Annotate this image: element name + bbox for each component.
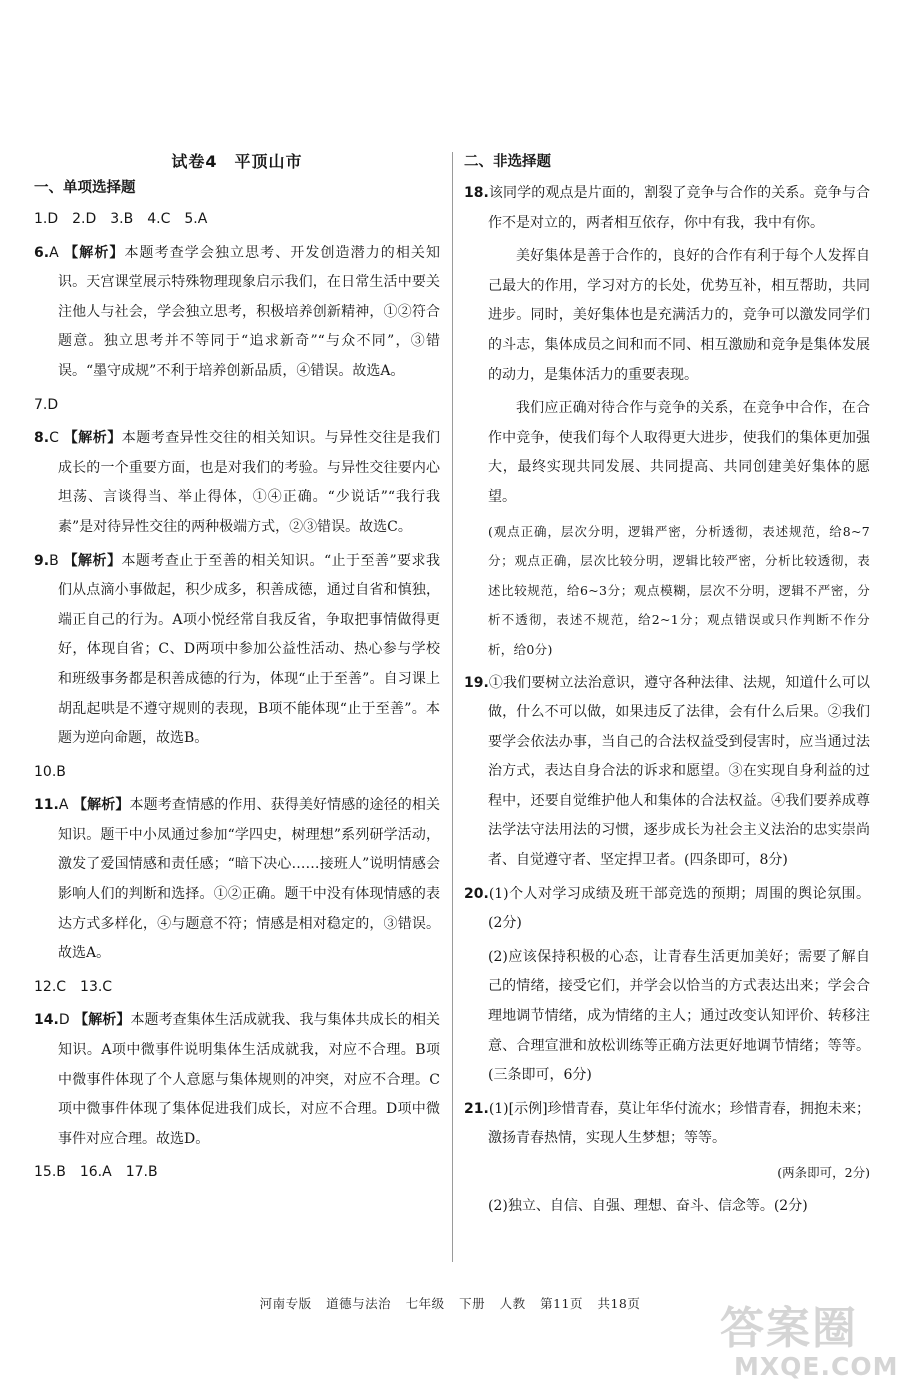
- footer-grade: 七年级: [405, 1296, 445, 1311]
- question-18-paragraph-2: 美好集体是善于合作的，良好的合作有利于每个人发挥自己最大的作用，学习对方的长处，优势互补，相互帮助，共同进步。同时，美好集体也是充满活力的，竞争可以激发同学们的斗志，集体成员之间和而不同、相互激励和竞争是集体发展的动力，是集体活力的重要表现。: [488, 248, 870, 383]
- question-21-part-1-note: (两条即可，2分): [777, 1165, 870, 1180]
- footer-edition: 河南专版: [259, 1296, 312, 1311]
- left-column: [34, 150, 440, 1192]
- footer-publisher: 人教: [499, 1296, 526, 1311]
- question-21-part-2: (2)独立、自信、自强、理想、奋斗、信念等。(2分): [488, 1197, 808, 1214]
- section-title-essay: 二、非选择题: [464, 154, 551, 170]
- paper-title: 试卷4 平顶山市: [171, 152, 303, 171]
- footer-subject: 道德与法治: [326, 1296, 392, 1311]
- question-20-part-1: 20.(1)个人对学习成绩及班干部竞选的预期；周围的舆论氛围。(2分): [464, 885, 870, 932]
- question-11: 11.A 【解析】本题考查情感的作用、获得美好情感的途径的相关知识。题干中小凤通过参加“学四史，树理想”系列研学活动，激发了爱国情感和责任感；“暗下决心……接班人”说明情感会影响人们的判断和选择。①②正确。题干中没有体现情感的表达方式多样化，④与题意不符；情感是相对稳定的，③错误。故选A。: [34, 797, 441, 962]
- answers-1-5: 1.D 2.D 3.B 4.C 5.A: [34, 211, 208, 227]
- footer-volume: 下册: [459, 1296, 486, 1311]
- answer-7: 7.D: [34, 396, 59, 413]
- question-18: 18.该同学的观点是片面的，割裂了竞争与合作的关系。竞争与合作不是对立的，两者相互依存，你中有我，我中有你。: [464, 185, 870, 231]
- question-14: 14.D 【解析】本题考查集体生活成就我、我与集体共成长的相关知识。A项中微事件说明集体生活成就我，对应不合理。B项中微事件体现了个人意愿与集体规则的冲突，对应不合理。C项中微事件体现了集体促进我们成长，对应不合理。D项中微事件对应合理。故选D。: [34, 1012, 441, 1147]
- question-9: 9.B 【解析】本题考查止于至善的相关知识。“止于至善”要求我们从点滴小事做起，积少成多，积善成德，通过自省和慎独，端正自己的行为。A项小悦经常自我反省，争取把事情做得更好，体现自省；C、D两项中参加公益性活动、热心参与学校和班级事务都是积善成德的行为，体现“止于至善”。自习课上胡乱起哄是不遵守规则的表现，B项不能体现“止于至善”。本题为逆向命题，故选B。: [34, 552, 440, 747]
- question-6: 6.A 【解析】本题考查学会独立思考、开发创造潜力的相关知识。天宫课堂展示特殊物理现象启示我们，在日常生活中要关注他人与社会，学会独立思考，积极培养创新精神，①②符合题意。独立思考并不等同于“追求新奇”“与众不同”，③错误。“墨守成规”不利于培养创新品质，④错误。故选A。: [34, 244, 441, 379]
- section-title-choice: 一、单项选择题: [34, 180, 136, 196]
- question-18-scoring: (观点正确，层次分明，逻辑严密，分析透彻，表述规范，给8~7分；观点正确，层次比较分明，逻辑比较严密，分析比较透彻，表述比较规范，给6~3分；观点模糊，层次不分明，逻辑不严密，分析不透彻，表述不规范，给2~1分；观点错误或只作判断不作分析，给0分): [488, 523, 870, 657]
- footer-page-total: 共18页: [597, 1296, 641, 1311]
- watermark-url: MXQE.COM: [734, 1352, 899, 1381]
- question-8: 8.C 【解析】本题考查异性交往的相关知识。与异性交往是我们成长的一个重要方面，也是对我们的考验。与异性交往要内心坦荡、言谈得当、举止得体，①④正确。“少说话”“我行我素”是对待异性交往的两种极端方式，②③错误。故选C。: [34, 430, 441, 535]
- watermark-logo-text: 答案圈: [720, 1303, 858, 1354]
- right-column: [464, 150, 870, 1225]
- footer-page-number: 第11页: [540, 1296, 583, 1311]
- column-divider: [452, 152, 453, 1262]
- answers-15-17: 15.B 16.A 17.B: [34, 1164, 158, 1181]
- question-19: 19.①我们要树立法治意识，遵守各种法律、法规，知道什么可以做，什么不可以做，如果违反了法律，会有什么后果。②我们要学会依法办事，当自己的合法权益受到侵害时，应当通过法治方式，表达自身合法的诉求和愿望。③在实现自身利益的过程中，还要自觉维护他人和集体的合法权益。④我们要养成尊法学法守法用法的习惯，逐步成长为社会主义法治的忠实崇尚者、自觉遵守者、坚定捍卫者。(四条即可，8分): [464, 674, 870, 869]
- question-20-part-2: (2)应该保持积极的心态，让青春生活更加美好；需要了解自己的情绪，接受它们，并学会以恰当的方式表达出来；学会合理地调节情绪，成为情绪的主人；通过改变认知评价、转移注意、合理宣泄和放松训练等正确方法更好地调节情绪；等等。(三条即可，6分): [488, 948, 870, 1084]
- question-21-part-1: 21.(1)[示例]珍惜青春，莫让年华付流水；珍惜青春，拥抱未来；激扬青春热情，实现人生梦想；等等。: [464, 1100, 870, 1147]
- answers-12-13: 12.C 13.C: [34, 978, 113, 995]
- question-18-paragraph-3: 我们应正确对待合作与竞争的关系，在竞争中合作，在合作中竞争，使我们每个人取得更大进步，使我们的集体更加强大，最终实现共同发展、共同提高、共同创建美好集体的愿望。: [488, 400, 870, 505]
- answer-10: 10.B: [34, 763, 66, 780]
- watermark-logo: [720, 1303, 899, 1385]
